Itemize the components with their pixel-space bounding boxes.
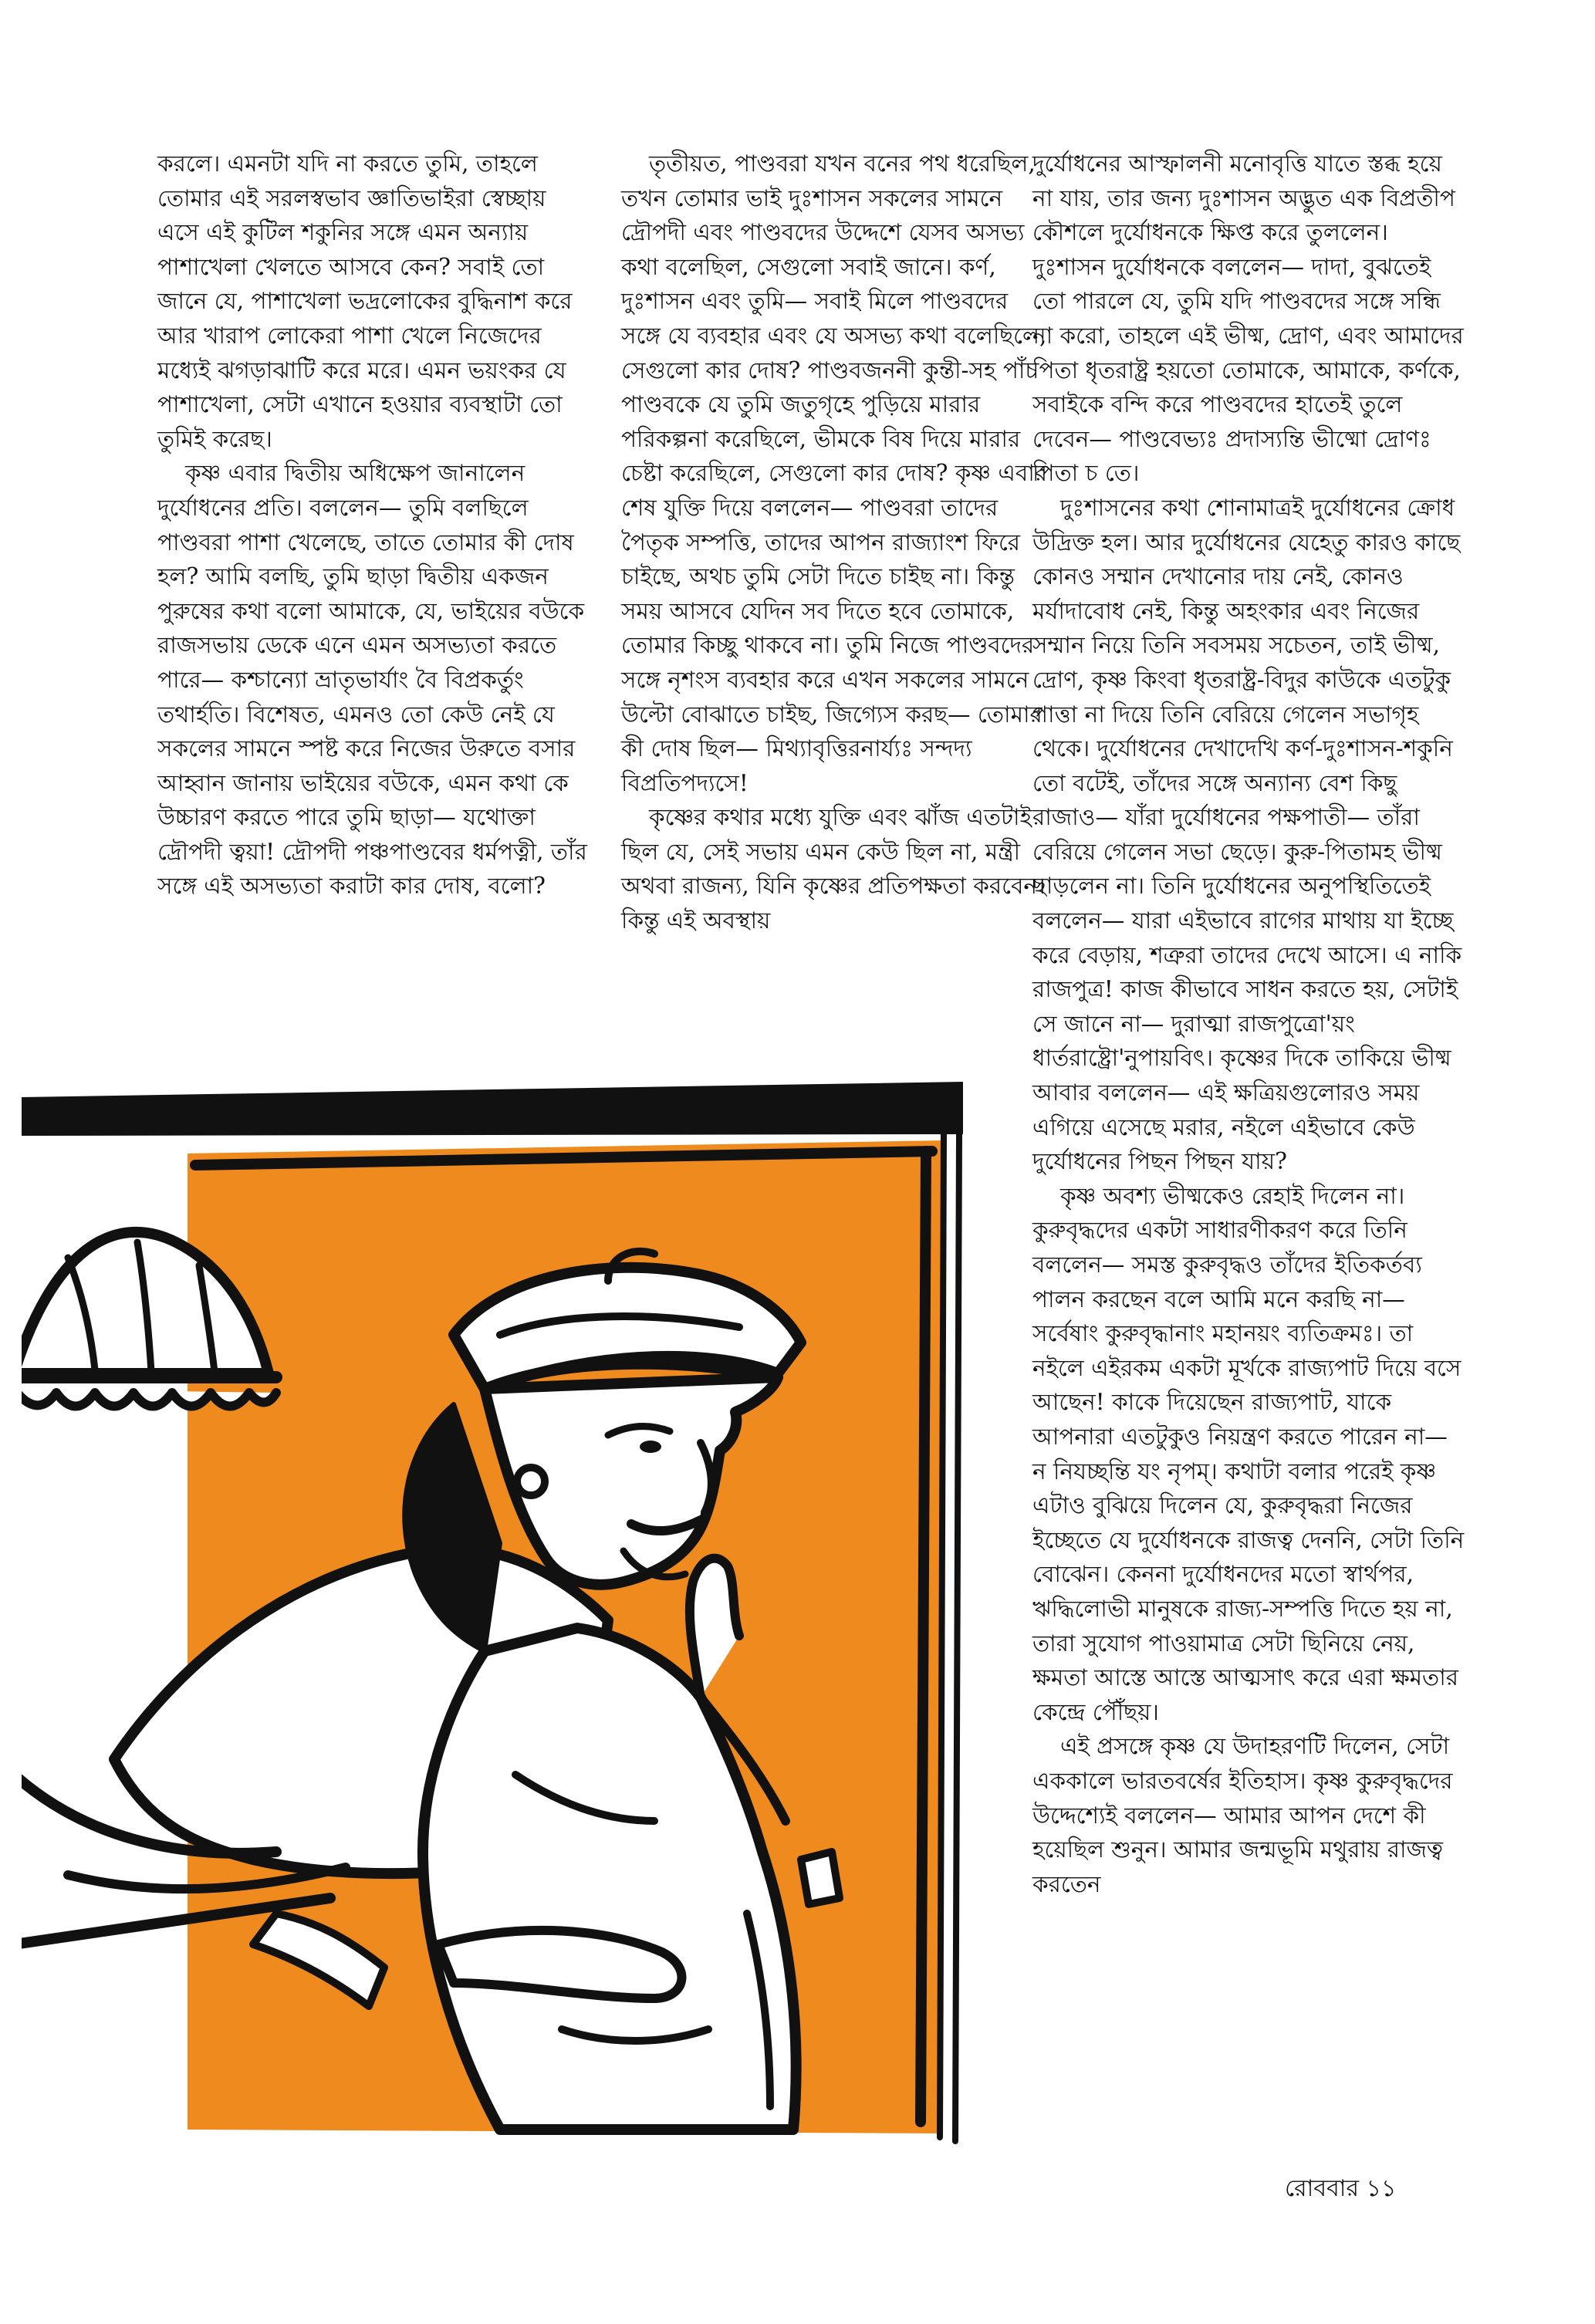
article-column-2 xyxy=(621,147,1053,938)
article-column-3 xyxy=(1032,147,1465,1901)
col3-paragraph: দুর্যোধনের আস্ফালনী মনোবৃত্তি যাতে স্তব্ধ হয়ে না যায়, তার জন্য দুঃশাসন অদ্ভুত এক বিপ্রতীপ কৌশলে দুর্যোধনকে ক্ষিপ্ত করে তুললেন। দুঃশাসন দুর্যোধনকে বললেন— দাদা, বুঝতেই তো পারলে যে, তুমি যদি পাণ্ডবদের সঙ্গে সন্ধি না করো, তাহলে এই ভীষ্ম, দ্রোণ, এবং আমাদের পিতা ধৃতরাষ্ট্র হয়তো তোমাকে, আমাকে, কর্ণকে, সবাইকে বন্দি করে পাণ্ডবদের হাতেই তুলে দেবেন— পাণ্ডবেভ্যঃ প্রদাস্যন্তি ভীষ্মো দ্রোণঃ পিতা চ তে। xyxy=(1032,150,1464,487)
col2-paragraph: তৃতীয়ত, পাণ্ডবরা যখন বনের পথ ধরেছিল, তখন তোমার ভাই দুঃশাসন সকলের সামনে দ্রৌপদী এবং পাণ্ডবদের উদ্দেশে যেসব অসভ্য কথা বলেছিল, সেগুলো সবাই জানে। কর্ণ, দুঃশাসন এবং তুমি— সবাই মিলে পাণ্ডবদের সঙ্গে যে ব্যবহার এবং যে অসভ্য কথা বলেছিলে, সেগুলো কার দোষ? পাণ্ডবজননী কুন্তী-সহ পাঁচ পাণ্ডবকে যে তুমি জতুগৃহে পুড়িয়ে মারার পরিকল্পনা করেছিলে, ভীমকে বিষ দিয়ে মারার চেষ্টা করেছিলে, সেগুলো কার দোষ? কৃষ্ণ এবার শেষ যুক্তি দিয়ে বললেন— পাণ্ডবরা তাদের পৈতৃক সম্পত্তি, তাদের আপন রাজ্যাংশ ফিরে চাইছে, অথচ তুমি সেটা দিতে চাইছ না। কিন্তু সময় আসবে যেদিন সব দিতে হবে তোমাকে, তোমার কিচ্ছু থাকবে না। তুমি নিজে পাণ্ডবদের সঙ্গে নৃশংস ব্যবহার করে এখন সকলের সামনে উল্টো বোঝাতে চাইছ, জিগ্যেস করছ— তোমার কী দোষ ছিল— মিথ্যাবৃত্তিরনার্য্যঃ সন্দদ্য বিপ্রতিপদ্যসে! xyxy=(621,150,1048,796)
illustration-krishna xyxy=(22,1080,963,2153)
page-footer: রোববার ১১ xyxy=(1285,2175,1397,2202)
col1-paragraph: করলে। এমনটা যদি না করতে তুমি, তাহলে তোমার এই সরলস্বভাব জ্ঞাতিভাইরা স্বেচ্ছায় এসে এই কুটিল শকুনির সঙ্গে এমন অন্যায় পাশাখেলা খেলতে আসবে কেন? সবাই তো জানে যে, পাশাখেলা ভদ্রলোকের বুদ্ধিনাশ করে আর খারাপ লোকেরা পাশা খেলে নিজেদের মধ্যেই ঝগড়াঝাটি করে মরে। এমন ভয়ংকর যে পাশাখেলা, সেটা এখানে হওয়ার ব্যবস্থাটা তো তুমিই করেছ। xyxy=(157,150,573,452)
col3-paragraph: দুঃশাসনের কথা শোনামাত্রই দুর্যোধনের ক্রোধ উদ্রিক্ত হল। আর দুর্যোধনের যেহেতু কারও কাছে কোনও সম্মান দেখানোর দায় নেই, কোনও মর্যাদাবোধ নেই, কিন্তু অহংকার এবং নিজের সম্মান নিয়ে তিনি সবসময় সচেতন, তাই ভীষ্ম, দ্রোণ, কৃষ্ণ কিংবা ধৃতরাষ্ট্র-বিদুর কাউকে এতটুকু পাত্তা না দিয়ে তিনি বেরিয়ে গেলেন সভাগৃহ থেকে। দুর্যোধনের দেখাদেখি কর্ণ-দুঃশাসন-শকুনি তো বটেই, তাঁদের সঙ্গে অন্যান্য বেশ কিছু রাজাও— যাঁরা দুর্যোধনের পক্ষপাতী— তাঁরা বেরিয়ে গেলেন সভা ছেড়ে। কুরু-পিতামহ ভীষ্ম ছাড়লেন না। তিনি দুর্যোধনের অনুপস্থিতিতেই বললেন— যারা এইভাবে রাগের মাথায় যা ইচ্ছে করে বেড়ায়, শত্রুরা তাদের দেখে আসে। এ নাকি রাজপুত্র! কাজ কীভাবে সাধন করতে হয়, সেটাই সে জানে না— দুরাত্মা রাজপুত্রো'য়ং ধার্তরাষ্ট্রো'নুপায়বিৎ। কৃষ্ণের দিকে তাকিয়ে ভীষ্ম আবার বললেন— এই ক্ষত্রিয়গুলোরও সময় এগিয়ে এসেছে মরার, নইলে এইভাবে কেউ দুর্যোধনের পিছন পিছন যায়? xyxy=(1032,494,1462,1175)
article-column-1 xyxy=(157,147,590,904)
col3-paragraph: কৃষ্ণ অবশ্য ভীষ্মকেও রেহাই দিলেন না। কুরুবৃদ্ধদের একটা সাধারণীকরণ করে তিনি বললেন— সমস্ত কুরুবৃদ্ধও তাঁদের ইতিকর্তব্য পালন করছেন বলে আমি মনে করছি না— সর্বেষাং কুরুবৃদ্ধানাং মহানয়ং ব্যতিক্রমঃ। তা নইলে এইরকম একটা মূর্খকে রাজ্যপাট দিয়ে বসে আছেন! কাকে দিয়েছেন রাজ্যপাট, যাকে আপনারা এতটুকুও নিয়ন্ত্রণ করতে পারেন না— ন নিযচ্ছন্তি যং নৃপম্। কথাটা বলার পরেই কৃষ্ণ এটাও বুঝিয়ে দিলেন যে, কুরুবৃদ্ধরা নিজের ইচ্ছেতে যে দুর্যোধনকে রাজত্ব দেননি, সেটা তিনি বোঝেন। কেননা দুর্যোধনদের মতো স্বার্থপর, ঋদ্ধিলোভী মানুষকে রাজ্য-সম্পত্তি দিতে হয় না, তারা সুযোগ পাওয়ামাত্র সেটা ছিনিয়ে নেয়, ক্ষমতা আস্তে আস্তে আত্মসাৎ করে এরা ক্ষমতার কেন্দ্রে পৌঁছয়। xyxy=(1032,1182,1465,1725)
col3-paragraph: এই প্রসঙ্গে কৃষ্ণ যে উদাহরণটি দিলেন, সেটা এককালে ভারতবর্ষের ইতিহাস। কৃষ্ণ কুরুবৃদ্ধদের উদ্দেশ্যেই বললেন— আমার আপন দেশে কী হয়েছিল শুনুন। আমার জন্মভূমি মথুরায় রাজত্ব করতেন xyxy=(1032,1733,1453,1897)
col1-paragraph: কৃষ্ণ এবার দ্বিতীয় অধিক্ষেপ জানালেন দুর্যোধনের প্রতি। বললেন— তুমি বলছিলে পাণ্ডবরা পাশা খেলেছে, তাতে তোমার কী দোষ হল? আমি বলছি, তুমি ছাড়া দ্বিতীয় একজন পুরুষের কথা বলো আমাকে, যে, ভাইয়ের বউকে রাজসভায় ডেকে এনে এমন অসভ্যতা করতে পারে— কশ্চান্যো ভ্রাতৃভার্যাং বৈ বিপ্রকর্তুং তথার্হতি। বিশেষত, এমনও তো কেউ নেই যে সকলের সামনে স্পষ্ট করে নিজের উরুতে বসার আহ্বান জানায় ভাইয়ের বউকে, এমন কথা কে উচ্চারণ করতে পারে তুমি ছাড়া— যথোক্তা দ্রৌপদী ত্বয়া! দ্রৌপদী পঞ্চপাণ্ডবের ধর্মপত্নী, তাঁর সঙ্গে এই অসভ্যতা করাটা কার দোষ, বলো? xyxy=(157,460,587,900)
col2-paragraph: কৃষ্ণের কথার মধ্যে যুক্তি এবং ঝাঁজ এতটাই ছিল যে, সেই সভায় এমন কেউ ছিল না, মন্ত্রী অথবা রাজন্য, যিনি কৃষ্ণের প্রতিপক্ষতা করবেন। কিন্তু এই অবস্থায় xyxy=(621,804,1046,934)
